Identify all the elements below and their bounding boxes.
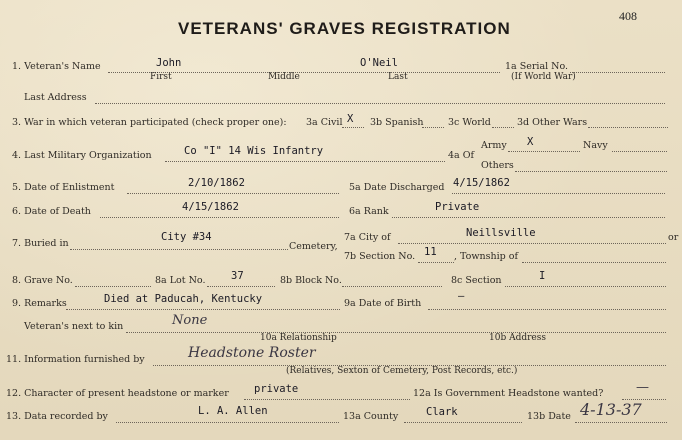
- discharged-value: 4/15/1862: [453, 177, 510, 189]
- military-org-label: 4. Last Military Organization: [12, 150, 152, 161]
- next-of-kin-value: None: [172, 313, 208, 328]
- cemetery-label: Cemetery,: [289, 241, 338, 252]
- address-sublabel: 10b Address: [489, 333, 546, 343]
- lot-no-label: 8a Lot No.: [155, 275, 206, 286]
- headstone-character-line: [244, 399, 410, 400]
- grave-section-line: [505, 286, 666, 287]
- world-war-label: 3c World: [448, 117, 491, 128]
- grave-section-label: 8c Section: [451, 275, 502, 286]
- enlistment-value: 2/10/1862: [188, 177, 245, 189]
- serial-number-note: (If World War): [511, 72, 576, 82]
- last-sublabel: Last: [388, 72, 408, 82]
- serial-number-line: [570, 72, 665, 73]
- enlistment-label: 5. Date of Enlistment: [12, 182, 115, 193]
- spanish-war-label: 3b Spanish: [370, 117, 424, 128]
- rank-value: Private: [435, 201, 480, 213]
- city-line: [398, 243, 666, 244]
- civil-war-line: [342, 127, 364, 128]
- death-date-line: [100, 217, 339, 218]
- serial-number-label: 1a Serial No.: [505, 61, 569, 72]
- cemetery-value: City #34: [161, 231, 212, 243]
- info-furnished-value: Headstone Roster: [188, 345, 316, 361]
- remarks-label: 9. Remarks: [12, 298, 67, 309]
- birth-date-label: 9a Date of Birth: [344, 298, 422, 309]
- navy-line: [612, 151, 667, 152]
- death-date-value: 4/15/1862: [182, 201, 239, 213]
- recorded-by-line: [116, 422, 339, 423]
- last-address-line: [95, 103, 665, 104]
- of-label: 4a Of: [448, 150, 475, 161]
- buried-in-line: [70, 249, 288, 250]
- township-line: [522, 262, 666, 263]
- other-wars-label: 3d Other Wars: [517, 117, 588, 128]
- first-sublabel: First: [150, 72, 172, 82]
- world-war-line: [492, 127, 514, 128]
- section-value: 11: [424, 246, 437, 258]
- grave-section-value: I: [539, 270, 546, 282]
- civil-war-check: X: [347, 113, 354, 125]
- govt-headstone-value: —: [636, 380, 649, 395]
- grave-no-label: 8. Grave No.: [12, 275, 73, 286]
- middle-sublabel: Middle: [268, 72, 300, 82]
- info-furnished-note: (Relatives, Sexton of Cemetery, Post Records, etc.): [286, 366, 518, 376]
- civil-war-label: 3a Civil: [306, 117, 343, 128]
- record-date-label: 13b Date: [527, 411, 571, 422]
- lot-no-line: [207, 286, 275, 287]
- county-value: Clark: [426, 406, 458, 418]
- page-number: 408: [619, 9, 637, 23]
- township-label: , Township of: [454, 251, 518, 262]
- county-label: 13a County: [343, 411, 399, 422]
- discharged-line: [452, 193, 665, 194]
- relationship-sublabel: 10a Relationship: [260, 333, 337, 343]
- last-address-label: Last Address: [24, 92, 87, 103]
- form-title: VETERANS' GRAVES REGISTRATION: [178, 19, 511, 38]
- military-org-line: [165, 161, 445, 162]
- info-furnished-label: 11. Information furnished by: [6, 354, 145, 365]
- first-name-value: John: [156, 57, 182, 69]
- headstone-character-label: 12. Character of present headstone or marker: [6, 388, 229, 399]
- block-no-line: [342, 286, 442, 287]
- buried-in-label: 7. Buried in: [12, 238, 69, 249]
- section-line: [418, 262, 454, 263]
- or-label: or: [668, 232, 679, 243]
- war-label: 3. War in which veteran participated (check proper one):: [12, 117, 287, 128]
- others-line: [515, 171, 667, 172]
- record-date-value: 4-13-37: [580, 400, 642, 419]
- spanish-war-line: [422, 127, 444, 128]
- discharged-label: 5a Date Discharged: [349, 182, 445, 193]
- army-check: X: [527, 136, 534, 148]
- birth-date-value: —: [458, 290, 465, 302]
- lot-no-value: 37: [231, 270, 244, 282]
- enlistment-line: [127, 193, 339, 194]
- rank-label: 6a Rank: [349, 206, 389, 217]
- veteran-name-label: 1. Veteran's Name: [12, 61, 101, 72]
- army-label: Army: [481, 140, 507, 151]
- block-no-label: 8b Block No.: [280, 275, 342, 286]
- county-line: [404, 422, 522, 423]
- record-date-line: [575, 422, 667, 423]
- other-wars-line: [588, 127, 668, 128]
- recorded-by-label: 13. Data recorded by: [6, 411, 108, 422]
- govt-headstone-label: 12a Is Government Headstone wanted?: [413, 388, 604, 399]
- birth-date-line: [428, 309, 666, 310]
- next-of-kin-label: Veteran's next to kin: [24, 321, 124, 332]
- next-of-kin-line: [126, 332, 666, 333]
- remarks-line: [66, 309, 340, 310]
- headstone-character-value: private: [254, 383, 299, 395]
- remarks-value: Died at Paducah, Kentucky: [104, 293, 263, 305]
- city-label: 7a City of: [344, 232, 391, 243]
- others-label: Others: [481, 160, 514, 171]
- city-value: Neillsville: [466, 227, 536, 239]
- military-org-value: Co "I" 14 Wis Infantry: [184, 145, 324, 157]
- last-name-value: O'Neil: [360, 57, 398, 69]
- army-line: [508, 151, 580, 152]
- death-date-label: 6. Date of Death: [12, 206, 91, 217]
- navy-label: Navy: [583, 140, 608, 151]
- recorded-by-value: L. A. Allen: [198, 405, 268, 417]
- grave-no-line: [75, 286, 151, 287]
- section-label: 7b Section No.: [344, 251, 416, 262]
- rank-line: [392, 217, 665, 218]
